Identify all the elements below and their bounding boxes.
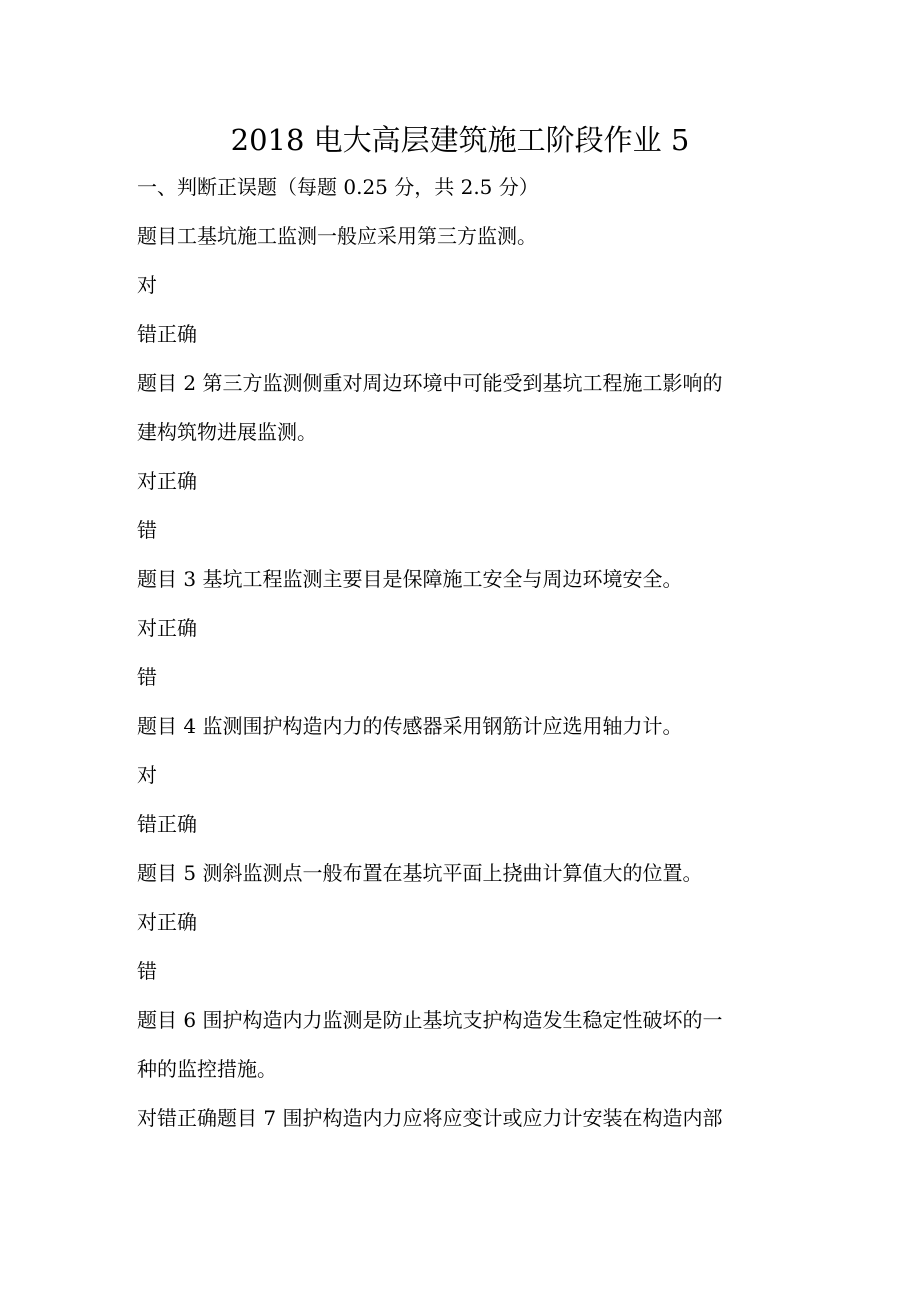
question-4-text: 题目 4 监测围护构造内力的传感器采用钢筋计应选用轴力计。 (137, 714, 683, 738)
question-6-options-and-question-7-text: 对错正确题目 7 围护构造内力应将应变计或应力计安装在构造内部 (137, 1106, 723, 1130)
question-5-text: 题目 5 测斜监测点一般布置在基坑平面上挠曲计算值大的位置。 (137, 861, 703, 885)
question-4-option-true: 对 (137, 763, 157, 787)
question-1-option-true: 对 (137, 273, 157, 297)
question-2-text-line-1: 题目 2 第三方监测侧重对周边环境中可能受到基坑工程施工影响的 (137, 371, 723, 395)
document-title: 2018 电大高层建筑施工阶段作业 5 (230, 123, 690, 157)
question-2-option-true: 对正确 (137, 469, 197, 493)
question-1-option-false: 错正确 (137, 322, 197, 346)
question-3-text: 题目 3 基坑工程监测主要目是保障施工安全与周边环境安全。 (137, 567, 683, 591)
question-6-text-line-1: 题目 6 围护构造内力监测是防止基坑支护构造发生稳定性破坏的一 (137, 1008, 723, 1032)
question-2-option-false: 错 (137, 518, 157, 542)
question-5-option-true: 对正确 (137, 910, 197, 934)
question-6-text-line-2: 种的监控措施。 (137, 1057, 277, 1081)
question-3-option-false: 错 (137, 665, 157, 689)
question-4-option-false: 错正确 (137, 812, 197, 836)
question-3-option-true: 对正确 (137, 616, 197, 640)
section-heading: 一、判断正误题（每题 0.25 分，共 2.5 分） (137, 175, 539, 199)
question-1-text: 题目工基坑施工监测一般应采用第三方监测。 (137, 224, 537, 248)
question-2-text-line-2: 建构筑物进展监测。 (137, 420, 317, 444)
question-5-option-false: 错 (137, 959, 157, 983)
document-body (137, 172, 777, 1152)
